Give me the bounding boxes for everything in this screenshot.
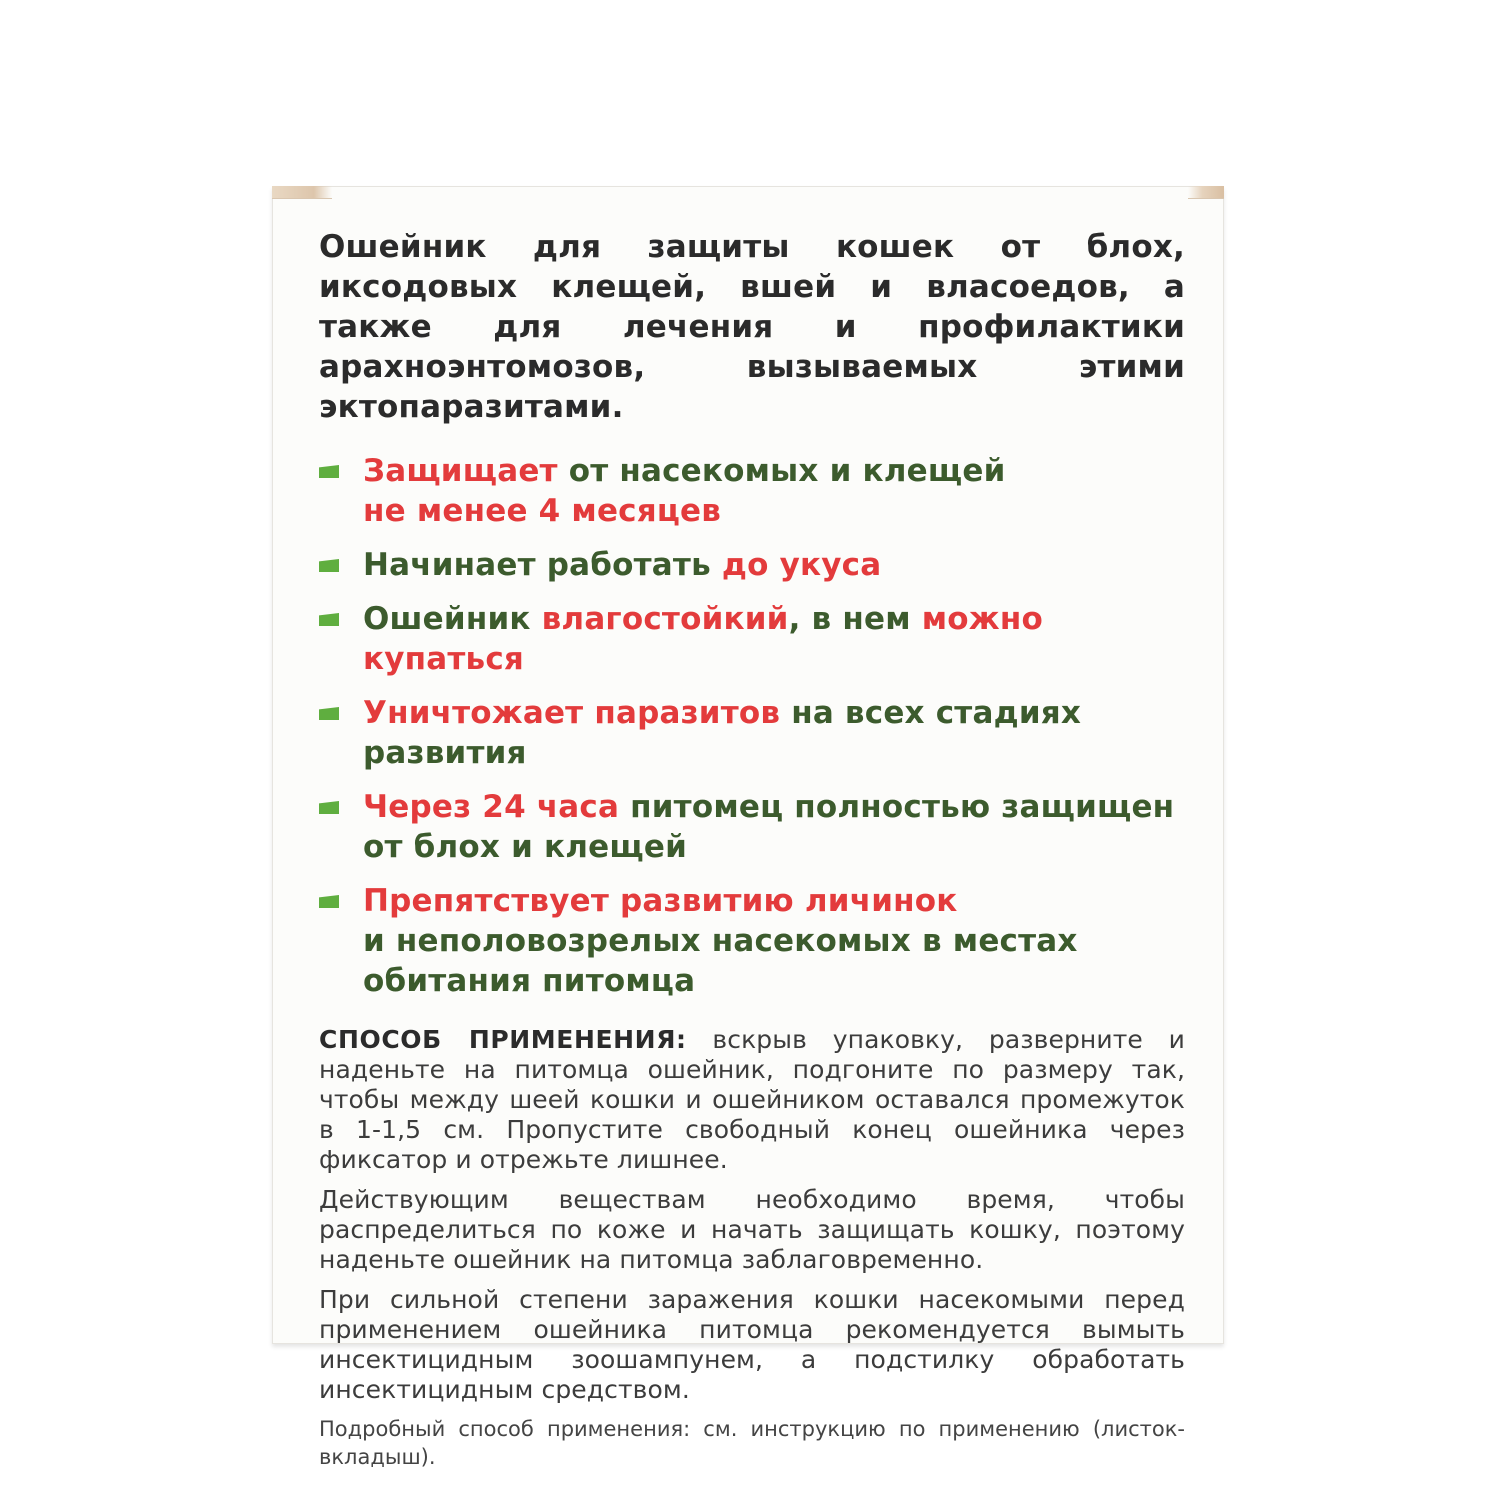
- box-flap-left: [272, 186, 332, 199]
- benefit-highlight: Защищает: [363, 453, 558, 489]
- benefit-item: [319, 881, 1185, 1001]
- benefit-item: [319, 693, 1185, 773]
- usage-section: [319, 1025, 1185, 1471]
- bullet-icon: [319, 707, 339, 720]
- instruction-note: Подробный способ применения: см. инструкцию по применению (листок-вкладыш).: [319, 1417, 1185, 1469]
- benefit-highlight: Через 24 часа: [363, 789, 620, 825]
- product-headline: Ошейник для защиты кошек от блох, иксодовых клещей, вшей и власоедов, а также для лечения и профилактики арахноэнтомозов, вызываемых этими эктопаразитами.: [319, 229, 1185, 425]
- benefit-item: [319, 787, 1185, 867]
- product-box-back: [272, 186, 1224, 1469]
- box-flap-right: [1188, 186, 1224, 199]
- benefit-plain: и неполовозрелых насекомых в местах обитания питомца: [363, 923, 1078, 999]
- bullet-icon: [319, 465, 339, 478]
- box-content: [319, 227, 1185, 1471]
- benefit-highlight: не менее 4 месяцев: [363, 493, 722, 529]
- benefit-item: [319, 451, 1185, 531]
- benefit-plain: Начинает работать: [363, 547, 722, 583]
- bullet-icon: [319, 559, 339, 572]
- benefit-plain: Ошейник: [363, 601, 542, 637]
- benefit-highlight: Уничтожает паразитов: [363, 695, 781, 731]
- usage-paragraph-2: Действующим веществам необходимо время, чтобы распределиться по коже и начать защищать кошку, поэтому наденьте ошейник на питомца заблаговременно.: [319, 1185, 1185, 1274]
- benefit-highlight: до укуса: [721, 547, 882, 583]
- benefit-plain: на всех стадиях развития: [363, 695, 1082, 771]
- bullet-icon: [319, 613, 339, 626]
- benefit-plain: от насекомых и клещей: [557, 453, 1006, 489]
- benefit-text: [363, 547, 881, 583]
- benefit-text: [363, 601, 1043, 677]
- benefit-plain: питомец полностью защищен от блох и клещей: [363, 789, 1175, 865]
- benefit-text: [363, 695, 1081, 771]
- bullet-icon: [319, 801, 339, 814]
- bullet-icon: [319, 895, 339, 908]
- benefit-item: [319, 599, 1185, 679]
- benefit-plain: , в нем: [788, 601, 922, 637]
- usage-paragraph: [319, 1025, 1185, 1175]
- usage-label: СПОСОБ ПРИМЕНЕНИЯ:: [319, 1025, 687, 1054]
- benefit-highlight: Препятствует развитию личинок: [363, 883, 958, 919]
- benefit-highlight: можно купаться: [363, 601, 1043, 677]
- usage-text: вскрыв упаковку, разверните и наденьте на питомца ошейник, подгоните по размеру так, чтобы между шеей кошки и ошейником оставался промежуток в 1-1,5 см. Пропустите свободный конец ошейника через фиксатор и отрежьте лишнее.: [319, 1025, 1185, 1174]
- benefit-text: [363, 883, 1078, 999]
- benefit-highlight: влагостойкий: [541, 601, 789, 637]
- benefit-item: [319, 545, 1185, 585]
- usage-paragraph-3: При сильной степени заражения кошки насекомыми перед применением ошейника питомца рекомендуется вымыть инсектицидным зоошампунем, а подстилку обработать инсектицидным средством.: [319, 1285, 1185, 1404]
- benefit-text: [363, 789, 1174, 865]
- benefits-list: [319, 451, 1185, 1001]
- benefit-text: [363, 453, 1006, 529]
